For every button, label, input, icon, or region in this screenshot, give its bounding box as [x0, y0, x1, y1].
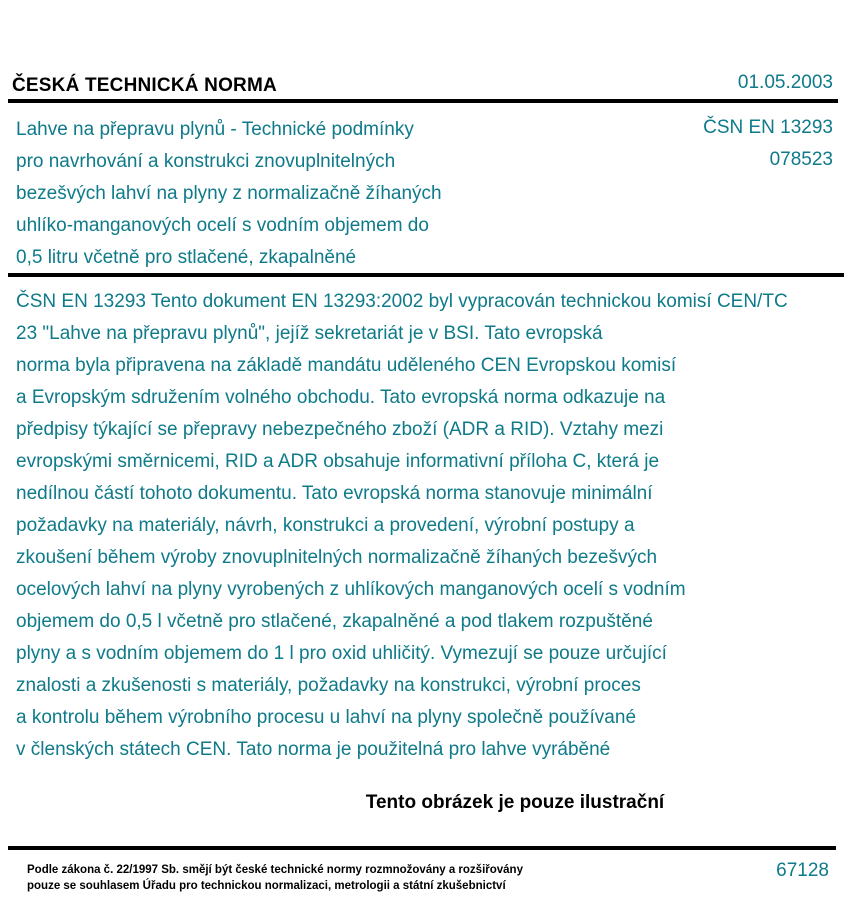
title-line: pro navrhování a konstrukci znovuplnitelných — [16, 151, 396, 172]
footer-line: Podle zákona č. 22/1997 Sb. smějí být české technické normy rozmnožovány a rozšiřovány — [27, 864, 523, 876]
body-line: zkoušení během výroby znovuplnitelných normalizačně žíhaných bezešvých — [16, 547, 658, 568]
publication-date: 01.05.2003 — [737, 72, 833, 93]
title-line: 0,5 litru včetně pro stlačené, zkapalněné — [16, 247, 357, 268]
classification-number: 078523 — [769, 149, 833, 170]
body-line: ocelových lahví na plyny vyrobených z uhlíkových manganových ocelí s vodním — [16, 579, 686, 600]
document-number: 67128 — [776, 860, 829, 881]
title-line: bezešvých lahví na plyny z normalizačně žíhaných — [16, 183, 442, 204]
body-line: a Evropským sdružením volného obchodu. Tato evropská norma odkazuje na — [16, 387, 666, 408]
body-line: 23 "Lahve na přepravu plynů", jejíž sekretariát je v BSI. Tato evropská — [16, 323, 603, 344]
body-line: plyny a s vodním objemem do 1 l pro oxid uhličitý. Vymezují se pouze určující — [16, 643, 667, 664]
copyright-notice — [27, 862, 523, 894]
standard-code: ČSN EN 13293 — [703, 117, 833, 138]
body-line: znalosti a zkušenosti s materiály, požadavky na konstrukci, výrobní proces — [16, 675, 641, 696]
footer-line: pouze se souhlasem Úřadu pro technickou normalizaci, metrologii a státní zkušebnictví — [27, 880, 506, 892]
body-line: a kontrolu během výrobního procesu u lahví na plyny společně používané — [16, 707, 637, 728]
body-line: objemem do 0,5 l včetně pro stlačené, zkapalněné a pod tlakem rozpuštěné — [16, 611, 653, 632]
body-line: ČSN EN 13293 Tento dokument EN 13293:2002 byl vypracován technickou komisí CEN/TC — [16, 291, 788, 312]
document-type-title: ČESKÁ TECHNICKÁ NORMA — [12, 75, 277, 96]
title-line: Lahve na přepravu plynů - Technické podmínky — [16, 119, 414, 140]
body-line: evropskými směrnicemi, RID a ADR obsahuje informativní příloha C, která je — [16, 451, 660, 472]
footer-divider — [8, 846, 836, 850]
standard-title — [16, 114, 536, 274]
abstract-text — [16, 286, 788, 766]
body-line: předpisy týkající se přepravy nebezpečného zboží (ADR a RID). Vztahy mezi — [16, 419, 664, 440]
illustration-notice: Tento obrázek je pouze ilustrační — [365, 792, 665, 813]
body-line: požadavky na materiály, návrh, konstrukci a provedení, výrobní postupy a — [16, 515, 635, 536]
title-line: uhlíko-manganových ocelí s vodním objemem do — [16, 215, 429, 236]
title-divider — [8, 273, 844, 277]
body-line: v členských státech CEN. Tato norma je použitelná pro lahve vyráběné — [16, 739, 611, 760]
body-line: nedílnou částí tohoto dokumentu. Tato evropská norma stanovuje minimální — [16, 483, 653, 504]
body-line: norma byla připravena na základě mandátu uděleného CEN Evropskou komisí — [16, 355, 677, 376]
header-divider — [8, 99, 838, 103]
